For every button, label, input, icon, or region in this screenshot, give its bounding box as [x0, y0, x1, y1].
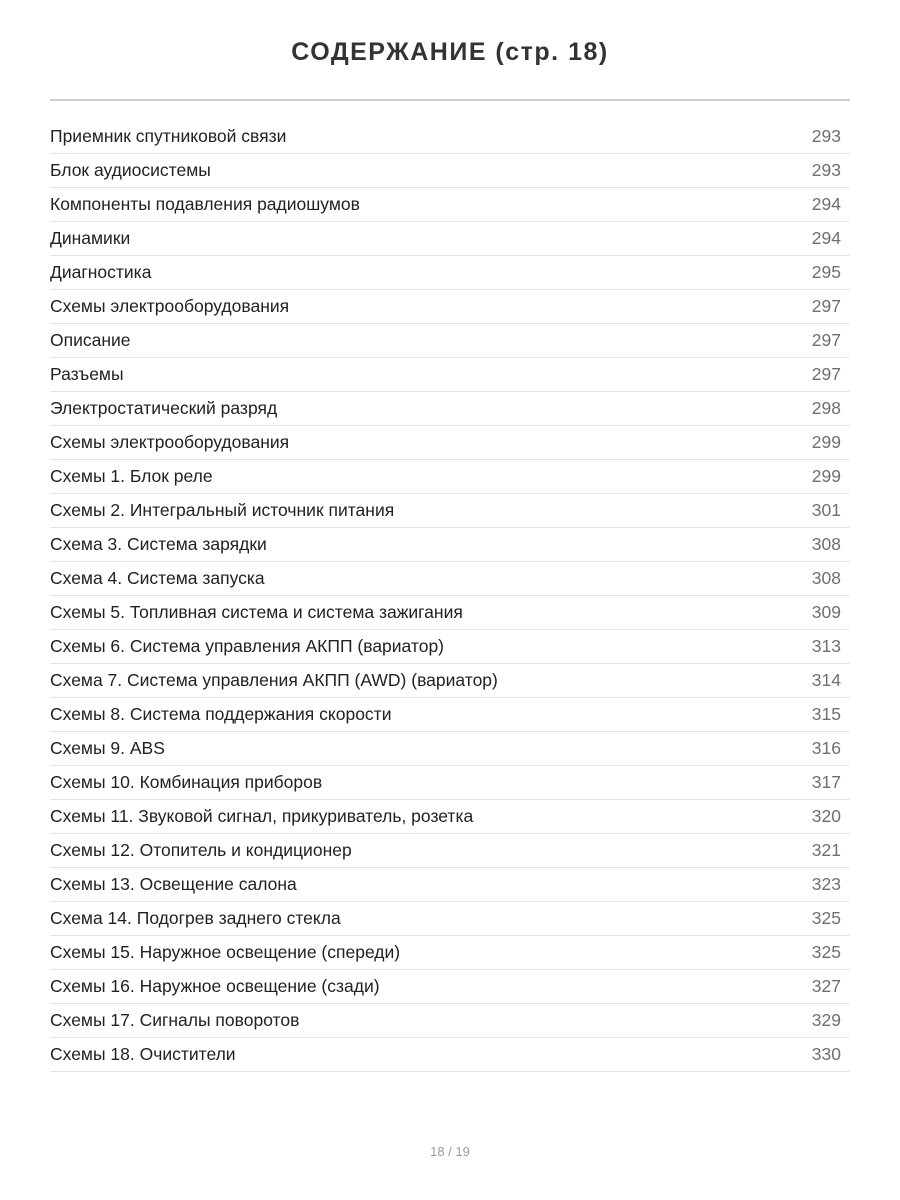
- toc-entry[interactable]: [50, 460, 850, 494]
- toc-entry-title: Описание: [50, 330, 131, 350]
- toc-entry-title: Схемы 13. Освещение салона: [50, 874, 297, 894]
- toc-entry-page-number: 308: [811, 534, 841, 554]
- toc-entry-page-number: 299: [811, 432, 841, 452]
- toc-entry-page-number: 316: [811, 738, 841, 758]
- toc-entry-page-number: 294: [811, 194, 841, 214]
- toc-entry-page-number: 294: [811, 228, 841, 248]
- toc-entry[interactable]: [50, 868, 850, 902]
- toc-entry-page-number: 321: [811, 840, 841, 860]
- toc-entry[interactable]: [50, 800, 850, 834]
- toc-entry-title: Диагностика: [50, 262, 152, 282]
- toc-entry-title: Схема 14. Подогрев заднего стекла: [50, 908, 341, 928]
- toc-entry-title: Схема 3. Система зарядки: [50, 534, 267, 554]
- toc-entry[interactable]: [50, 766, 850, 800]
- toc-entry-page-number: 301: [811, 500, 841, 520]
- toc-entry[interactable]: [50, 698, 850, 732]
- toc-entry-title: Схемы 17. Сигналы поворотов: [50, 1010, 300, 1030]
- toc-entry-page-number: 308: [811, 568, 841, 588]
- toc-entry-page-number: 323: [811, 874, 841, 894]
- toc-list: [50, 120, 850, 1072]
- toc-entry-page-number: 297: [811, 330, 841, 350]
- toc-entry[interactable]: [50, 154, 850, 188]
- toc-entry-title: Электростатический разряд: [50, 398, 278, 418]
- toc-entry-page-number: 314: [811, 670, 841, 690]
- toc-entry[interactable]: [50, 732, 850, 766]
- toc-entry[interactable]: [50, 188, 850, 222]
- toc-entry[interactable]: [50, 392, 850, 426]
- toc-entry[interactable]: [50, 630, 850, 664]
- toc-entry-title: Схемы 12. Отопитель и кондиционер: [50, 840, 352, 860]
- toc-entry-page-number: 317: [811, 772, 841, 792]
- toc-entry[interactable]: [50, 902, 850, 936]
- toc-entry-page-number: 297: [811, 296, 841, 316]
- toc-entry-title: Схемы 16. Наружное освещение (сзади): [50, 976, 380, 996]
- toc-entry-page-number: 299: [811, 466, 841, 486]
- toc-entry[interactable]: [50, 494, 850, 528]
- toc-entry[interactable]: [50, 596, 850, 630]
- toc-entry-page-number: 325: [811, 942, 841, 962]
- toc-entry[interactable]: [50, 1038, 850, 1072]
- toc-entry-page-number: 327: [811, 976, 841, 996]
- toc-entry-title: Схемы электрооборудования: [50, 432, 290, 452]
- toc-entry-title: Схемы 18. Очистители: [50, 1044, 236, 1064]
- toc-entry[interactable]: [50, 290, 850, 324]
- toc-entry[interactable]: [50, 834, 850, 868]
- title-divider: [50, 99, 850, 101]
- toc-entry-title: Схемы 8. Система поддержания скорости: [50, 704, 392, 724]
- toc-entry[interactable]: [50, 120, 850, 154]
- toc-entry-title: Схемы 11. Звуковой сигнал, прикуриватель, розетка: [50, 806, 474, 826]
- toc-entry[interactable]: [50, 970, 850, 1004]
- toc-entry-title: Схемы 15. Наружное освещение (спереди): [50, 942, 401, 962]
- toc-entry[interactable]: [50, 426, 850, 460]
- toc-entry-page-number: 297: [811, 364, 841, 384]
- toc-entry-page-number: 293: [811, 126, 841, 146]
- toc-entry-page-number: 298: [811, 398, 841, 418]
- toc-entry-title: Схема 4. Система запуска: [50, 568, 265, 588]
- toc-entry-title: Приемник спутниковой связи: [50, 126, 287, 146]
- toc-entry[interactable]: [50, 1004, 850, 1038]
- toc-entry-page-number: 329: [811, 1010, 841, 1030]
- toc-entry-title: Схемы 6. Система управления АКПП (вариатор): [50, 636, 445, 656]
- toc-entry-page-number: 313: [811, 636, 841, 656]
- toc-entry-page-number: 309: [811, 602, 841, 622]
- toc-entry[interactable]: [50, 222, 850, 256]
- toc-entry-title: Схемы 10. Комбинация приборов: [50, 772, 323, 792]
- toc-entry[interactable]: [50, 936, 850, 970]
- toc-entry[interactable]: [50, 358, 850, 392]
- toc-entry-title: Схемы 9. ABS: [50, 738, 165, 758]
- toc-entry-title: Динамики: [50, 228, 131, 248]
- toc-entry-page-number: 320: [811, 806, 841, 826]
- toc-entry-title: Схемы электрооборудования: [50, 296, 290, 316]
- toc-entry-title: Компоненты подавления радиошумов: [50, 194, 360, 214]
- toc-entry[interactable]: [50, 664, 850, 698]
- toc-entry-page-number: 325: [811, 908, 841, 928]
- toc-entry-title: Разъемы: [50, 364, 124, 384]
- page-title: СОДЕРЖАНИЕ (стр. 18): [291, 38, 609, 66]
- toc-entry[interactable]: [50, 562, 850, 596]
- toc-entry[interactable]: [50, 256, 850, 290]
- toc-entry[interactable]: [50, 528, 850, 562]
- toc-entry[interactable]: [50, 324, 850, 358]
- toc-entry-page-number: 295: [811, 262, 841, 282]
- toc-entry-title: Блок аудиосистемы: [50, 160, 211, 180]
- toc-entry-title: Схемы 5. Топливная система и система зажигания: [50, 602, 463, 622]
- toc-entry-page-number: 315: [811, 704, 841, 724]
- toc-entry-title: Схема 7. Система управления АКПП (AWD) (вариатор): [50, 670, 498, 690]
- page-counter: 18 / 19: [430, 1144, 470, 1159]
- toc-entry-title: Схемы 1. Блок реле: [50, 466, 213, 486]
- toc-entry-page-number: 330: [811, 1044, 841, 1064]
- toc-entry-title: Схемы 2. Интегральный источник питания: [50, 500, 395, 520]
- toc-entry-page-number: 293: [811, 160, 841, 180]
